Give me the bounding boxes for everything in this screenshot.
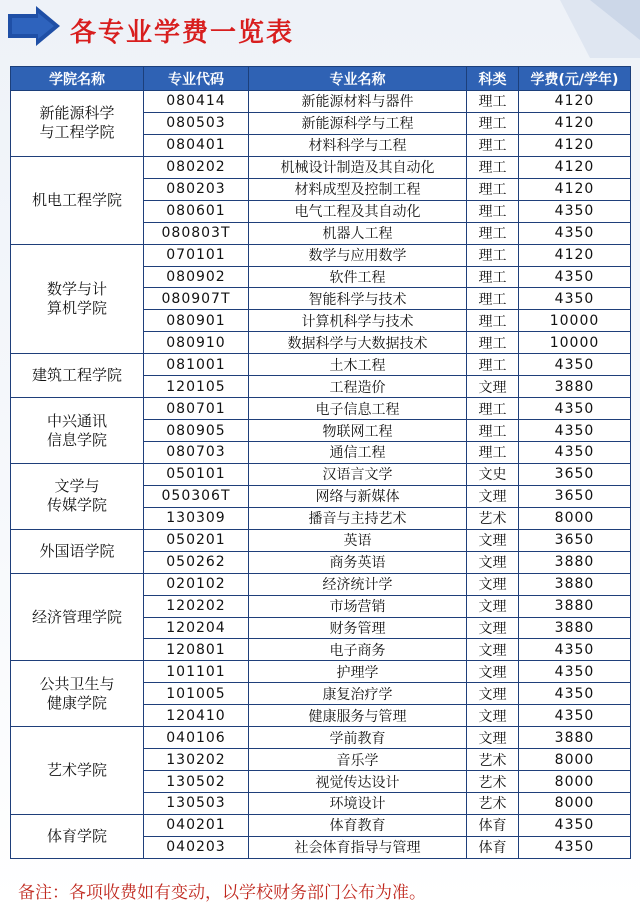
tuition-cell: 4350 <box>519 705 631 727</box>
major-name-cell: 新能源科学与工程 <box>249 112 467 134</box>
tuition-cell: 4120 <box>519 244 631 266</box>
major-name-cell: 软件工程 <box>249 266 467 288</box>
major-code-cell: 130202 <box>144 749 249 771</box>
tuition-cell: 3880 <box>519 376 631 398</box>
tuition-cell: 3650 <box>519 529 631 551</box>
major-name-cell: 财务管理 <box>249 617 467 639</box>
major-name-cell: 网络与新媒体 <box>249 485 467 507</box>
college-name-cell: 机电工程学院 <box>11 156 144 244</box>
college-name-cell: 数学与计 算机学院 <box>11 244 144 354</box>
category-cell: 理工 <box>467 354 519 376</box>
category-cell: 文理 <box>467 485 519 507</box>
category-cell: 艺术 <box>467 771 519 793</box>
major-name-cell: 视觉传达设计 <box>249 771 467 793</box>
table-body <box>11 91 631 859</box>
tuition-cell: 4350 <box>519 398 631 420</box>
category-cell: 文理 <box>467 595 519 617</box>
table-row <box>11 398 631 420</box>
table-row <box>11 463 631 485</box>
major-name-cell: 英语 <box>249 529 467 551</box>
major-name-cell: 智能科学与技术 <box>249 288 467 310</box>
major-code-cell: 120801 <box>144 639 249 661</box>
tuition-cell: 4120 <box>519 134 631 156</box>
tuition-cell: 4120 <box>519 112 631 134</box>
tuition-cell: 8000 <box>519 771 631 793</box>
tuition-cell: 8000 <box>519 793 631 815</box>
major-code-cell: 130309 <box>144 507 249 529</box>
major-code-cell: 050262 <box>144 551 249 573</box>
tuition-cell: 4350 <box>519 288 631 310</box>
tuition-cell: 4350 <box>519 200 631 222</box>
major-code-cell: 101005 <box>144 683 249 705</box>
table-row <box>11 156 631 178</box>
category-cell: 文理 <box>467 551 519 573</box>
tuition-cell: 4350 <box>519 266 631 288</box>
major-name-cell: 数学与应用数学 <box>249 244 467 266</box>
tuition-cell: 3880 <box>519 573 631 595</box>
major-code-cell: 080803T <box>144 222 249 244</box>
tuition-cell: 4350 <box>519 442 631 464</box>
major-name-cell: 数据科学与大数据技术 <box>249 332 467 354</box>
category-cell: 文史 <box>467 463 519 485</box>
table-row <box>11 91 631 113</box>
category-cell: 理工 <box>467 310 519 332</box>
major-code-cell: 101101 <box>144 661 249 683</box>
major-name-cell: 商务英语 <box>249 551 467 573</box>
major-code-cell: 050201 <box>144 529 249 551</box>
category-cell: 理工 <box>467 398 519 420</box>
tuition-cell: 4350 <box>519 814 631 836</box>
category-cell: 理工 <box>467 244 519 266</box>
major-code-cell: 080203 <box>144 178 249 200</box>
major-name-cell: 计算机科学与技术 <box>249 310 467 332</box>
category-cell: 理工 <box>467 91 519 113</box>
category-cell: 理工 <box>467 420 519 442</box>
category-cell: 理工 <box>467 178 519 200</box>
fee-table <box>10 66 631 859</box>
major-name-cell: 电气工程及其自动化 <box>249 200 467 222</box>
category-cell: 文理 <box>467 573 519 595</box>
major-code-cell: 080703 <box>144 442 249 464</box>
major-name-cell: 机器人工程 <box>249 222 467 244</box>
major-code-cell: 080901 <box>144 310 249 332</box>
major-name-cell: 健康服务与管理 <box>249 705 467 727</box>
major-code-cell: 070101 <box>144 244 249 266</box>
category-cell: 文理 <box>467 683 519 705</box>
major-code-cell: 080905 <box>144 420 249 442</box>
major-name-cell: 社会体育指导与管理 <box>249 836 467 858</box>
major-code-cell: 120202 <box>144 595 249 617</box>
category-cell: 体育 <box>467 836 519 858</box>
major-code-cell: 130503 <box>144 793 249 815</box>
major-name-cell: 物联网工程 <box>249 420 467 442</box>
category-cell: 文理 <box>467 661 519 683</box>
major-code-cell: 040201 <box>144 814 249 836</box>
footnote: 备注：各项收费如有变动，以学校财务部门公布为准。 <box>18 883 426 903</box>
major-name-cell: 音乐学 <box>249 749 467 771</box>
category-cell: 艺术 <box>467 749 519 771</box>
category-cell: 文理 <box>467 727 519 749</box>
category-cell: 文理 <box>467 376 519 398</box>
table-row <box>11 814 631 836</box>
column-header: 专业代码 <box>144 67 249 91</box>
tuition-cell: 3880 <box>519 617 631 639</box>
column-header: 学院名称 <box>11 67 144 91</box>
major-code-cell: 080601 <box>144 200 249 222</box>
page-title: 各专业学费一览表 <box>70 18 295 48</box>
tuition-cell: 8000 <box>519 749 631 771</box>
table-row <box>11 529 631 551</box>
category-cell: 理工 <box>467 288 519 310</box>
tuition-cell: 4350 <box>519 420 631 442</box>
column-header: 科类 <box>467 67 519 91</box>
college-name-cell: 经济管理学院 <box>11 573 144 661</box>
college-name-cell: 文学与 传媒学院 <box>11 463 144 529</box>
table-row <box>11 354 631 376</box>
major-code-cell: 120105 <box>144 376 249 398</box>
category-cell: 理工 <box>467 134 519 156</box>
major-code-cell: 080401 <box>144 134 249 156</box>
column-header: 学费(元/学年) <box>519 67 631 91</box>
tuition-cell: 4350 <box>519 683 631 705</box>
major-name-cell: 环境设计 <box>249 793 467 815</box>
major-code-cell: 050306T <box>144 485 249 507</box>
major-name-cell: 材料科学与工程 <box>249 134 467 156</box>
category-cell: 理工 <box>467 442 519 464</box>
tuition-cell: 4350 <box>519 354 631 376</box>
page-header <box>0 0 640 58</box>
tuition-cell: 3880 <box>519 727 631 749</box>
category-cell: 理工 <box>467 200 519 222</box>
major-code-cell: 120410 <box>144 705 249 727</box>
category-cell: 艺术 <box>467 507 519 529</box>
tuition-cell: 4350 <box>519 836 631 858</box>
major-name-cell: 康复治疗学 <box>249 683 467 705</box>
major-name-cell: 经济统计学 <box>249 573 467 595</box>
major-name-cell: 市场营销 <box>249 595 467 617</box>
major-code-cell: 050101 <box>144 463 249 485</box>
tuition-cell: 10000 <box>519 332 631 354</box>
college-name-cell: 中兴通讯 信息学院 <box>11 398 144 464</box>
table-row <box>11 573 631 595</box>
college-name-cell: 体育学院 <box>11 814 144 858</box>
category-cell: 文理 <box>467 529 519 551</box>
tuition-cell: 4120 <box>519 91 631 113</box>
tuition-cell: 4350 <box>519 639 631 661</box>
major-code-cell: 080701 <box>144 398 249 420</box>
college-name-cell: 外国语学院 <box>11 529 144 573</box>
major-name-cell: 护理学 <box>249 661 467 683</box>
college-name-cell: 建筑工程学院 <box>11 354 144 398</box>
major-name-cell: 土木工程 <box>249 354 467 376</box>
tuition-cell: 4350 <box>519 222 631 244</box>
header-decoration <box>520 0 640 58</box>
column-header: 专业名称 <box>249 67 467 91</box>
major-code-cell: 040106 <box>144 727 249 749</box>
major-name-cell: 工程造价 <box>249 376 467 398</box>
major-name-cell: 通信工程 <box>249 442 467 464</box>
category-cell: 理工 <box>467 222 519 244</box>
category-cell: 体育 <box>467 814 519 836</box>
tuition-cell: 4350 <box>519 661 631 683</box>
major-name-cell: 电子信息工程 <box>249 398 467 420</box>
major-name-cell: 学前教育 <box>249 727 467 749</box>
major-code-cell: 081001 <box>144 354 249 376</box>
tuition-cell: 3650 <box>519 485 631 507</box>
table-row <box>11 727 631 749</box>
category-cell: 文理 <box>467 617 519 639</box>
major-code-cell: 080902 <box>144 266 249 288</box>
major-code-cell: 080910 <box>144 332 249 354</box>
major-name-cell: 汉语言文学 <box>249 463 467 485</box>
major-name-cell: 电子商务 <box>249 639 467 661</box>
major-code-cell: 020102 <box>144 573 249 595</box>
category-cell: 艺术 <box>467 793 519 815</box>
major-name-cell: 体育教育 <box>249 814 467 836</box>
major-name-cell: 播音与主持艺术 <box>249 507 467 529</box>
tuition-cell: 4120 <box>519 156 631 178</box>
category-cell: 文理 <box>467 705 519 727</box>
tuition-cell: 4120 <box>519 178 631 200</box>
major-name-cell: 新能源材料与器件 <box>249 91 467 113</box>
college-name-cell: 公共卫生与 健康学院 <box>11 661 144 727</box>
college-name-cell: 艺术学院 <box>11 727 144 815</box>
category-cell: 理工 <box>467 332 519 354</box>
major-code-cell: 080414 <box>144 91 249 113</box>
table-row <box>11 661 631 683</box>
major-name-cell: 机械设计制造及其自动化 <box>249 156 467 178</box>
major-name-cell: 材料成型及控制工程 <box>249 178 467 200</box>
category-cell: 理工 <box>467 112 519 134</box>
tuition-cell: 8000 <box>519 507 631 529</box>
major-code-cell: 080503 <box>144 112 249 134</box>
table-header-row <box>11 67 631 91</box>
tuition-cell: 10000 <box>519 310 631 332</box>
tuition-cell: 3880 <box>519 595 631 617</box>
category-cell: 理工 <box>467 266 519 288</box>
category-cell: 理工 <box>467 156 519 178</box>
table-row <box>11 244 631 266</box>
arrow-icon <box>6 6 62 46</box>
major-code-cell: 080907T <box>144 288 249 310</box>
category-cell: 文理 <box>467 639 519 661</box>
major-code-cell: 120204 <box>144 617 249 639</box>
tuition-cell: 3650 <box>519 463 631 485</box>
tuition-cell: 3880 <box>519 551 631 573</box>
college-name-cell: 新能源科学 与工程学院 <box>11 91 144 157</box>
major-code-cell: 080202 <box>144 156 249 178</box>
major-code-cell: 040203 <box>144 836 249 858</box>
major-code-cell: 130502 <box>144 771 249 793</box>
